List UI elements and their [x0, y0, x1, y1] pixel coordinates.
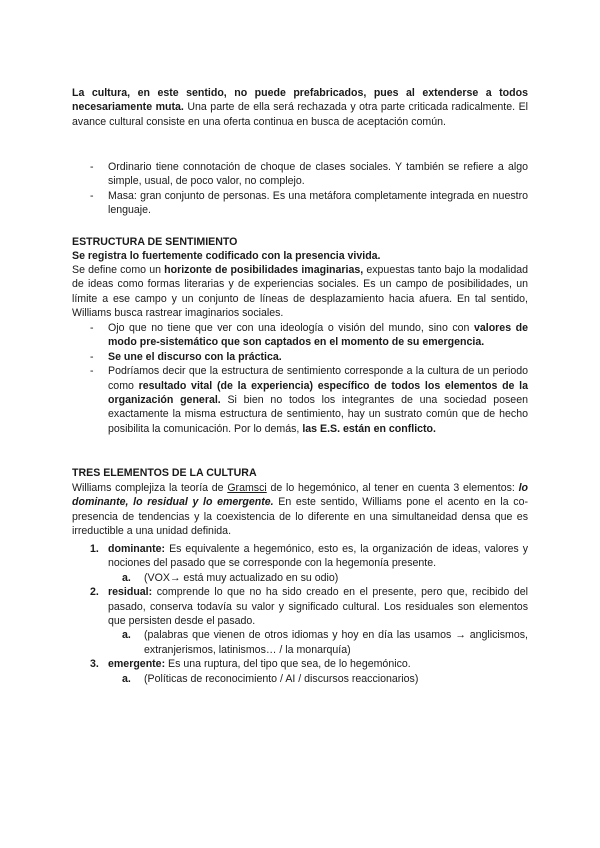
- element-residual: [72, 585, 528, 657]
- estructura-heading: ESTRUCTURA DE SENTIMIENTO: [72, 236, 238, 248]
- tres-heading: TRES ELEMENTOS DE LA CULTURA: [72, 467, 257, 479]
- definitions-list: [72, 160, 528, 218]
- bullet-1-bold: valores de modo pre-sistemático que son captados en el momento de su emergencia.: [108, 322, 528, 349]
- tres-paragraph: [72, 481, 528, 539]
- sub-item-letter: a.: [122, 629, 131, 642]
- estructura-bullet-1: [72, 321, 528, 350]
- definition-ordinario: - Ordinario tiene connotación de choque de clases sociales. Y también se refiere a algo simple, usual, de poco valor, no complejo.: [72, 160, 528, 189]
- sub-item: [108, 571, 528, 585]
- estructura-text-bold: horizonte de posibilidades imaginarias,: [164, 264, 364, 276]
- bullet-2-bold: Se une el discurso con la práctica.: [108, 350, 282, 363]
- intro-rest-text: Una parte de ella será rechazada y otra parte criticada radicalmente. El avance cultural consiste en una oferta continua en busca de aceptación común.: [72, 101, 528, 128]
- tres-text-b: de lo hegemónico, al tener en cuenta 3 elementos:: [266, 482, 519, 494]
- item-number: 1.: [90, 543, 99, 555]
- item-number: 3.: [90, 658, 99, 671]
- estructura-bullet-2: [72, 350, 528, 364]
- item-text: Es una ruptura, del tipo que sea, de lo hegemónico.: [165, 658, 411, 671]
- item-term: emergente:: [108, 658, 166, 671]
- estructura-paragraph: [72, 263, 528, 321]
- sub-item-text: (VOX→ está muy actualizado en su odio): [144, 571, 339, 584]
- item-number: 2.: [90, 586, 99, 599]
- element-dominante: [72, 542, 528, 585]
- bullet-3-bold-d: las E.S. están en conflicto.: [302, 422, 436, 435]
- item-text: comprende lo que no ha sido creado en el presente, pero que, recibido del pasado, conserva todavía su valor y significado cultural. Los residuales son elementos que persisten desde el pasado.: [108, 586, 528, 628]
- sub-item: [108, 672, 528, 686]
- item-term: residual:: [108, 586, 153, 599]
- sub-item-text: (palabras que vienen de otros idiomas y hoy en día las usamos → anglicismos, extranjerismos, latinismos… / la monarquía): [144, 629, 528, 656]
- gramsci-link[interactable]: Gramsci: [227, 482, 267, 494]
- tres-text-d: En este sentido, Williams pone el acento en la co-presencia de tendencias y la coexistencia de lo diferente en una simultaneidad densa que es irreductible a una unidad definida.: [72, 496, 528, 538]
- item-term: dominante:: [108, 543, 166, 555]
- element-emergente: [72, 657, 528, 686]
- intro-bold-text: La cultura, en este sentido, no puede prefabricados, pues al extenderse a todos necesariamente muta.: [72, 87, 528, 114]
- estructura-text-c: expuestas tanto bajo la modalidad de ideas como formas literarias y de experiencias sociales. Es un campo de posibilidades, un límite a ese campo y un conjunto de líneas de desplazamiento hacia afuera. En tal sentido, Williams busca rastrear imaginarios sociales.: [72, 264, 528, 320]
- bullet-3-bold-a: resultado vital (de la experiencia) específico de todos los elementos de la organización general.: [108, 379, 528, 407]
- item-text: Es equivalente a hegemónico, esto es, la organización de ideas, valores y nociones del pasado que se corresponde con la hegemonía presente.: [108, 543, 528, 570]
- bullet-3-text-c: Si bien no todos los integrantes de una sociedad poseen exactamente la misma estructura de sentimiento, hay un sustrato común que de hecho posibilita la comunicación. Por lo demás,: [108, 394, 528, 435]
- sub-item: [108, 628, 528, 657]
- intro-paragraph: [72, 86, 528, 129]
- sub-item-letter: a.: [122, 571, 131, 584]
- tres-text-a: Williams complejiza la teoría de: [72, 482, 228, 494]
- definition-masa: - Masa: gran conjunto de personas. Es una metáfora completamente integrada en nuestro lenguaje.: [72, 189, 528, 218]
- elements-list: [72, 542, 528, 686]
- tres-text-bold-italic: lo dominante, lo residual y lo emergente.: [72, 482, 528, 509]
- bullet-3-text-a: Podríamos decir que la estructura de sentimiento corresponde a la cultura de un periodo como: [108, 365, 528, 392]
- sub-item-text: (Políticas de reconocimiento / AI / discursos reaccionarios): [144, 672, 419, 685]
- sub-item-letter: a.: [122, 672, 131, 685]
- estructura-text-a: Se define como un: [72, 264, 165, 276]
- estructura-bullet-3: [72, 364, 528, 436]
- estructura-bullets: [72, 321, 528, 436]
- bullet-1-text: Ojo que no tiene que ver con una ideología o visión del mundo, sino con: [108, 322, 474, 334]
- estructura-subheading: Se registra lo fuertemente codificado con la presencia vivida.: [72, 250, 381, 262]
